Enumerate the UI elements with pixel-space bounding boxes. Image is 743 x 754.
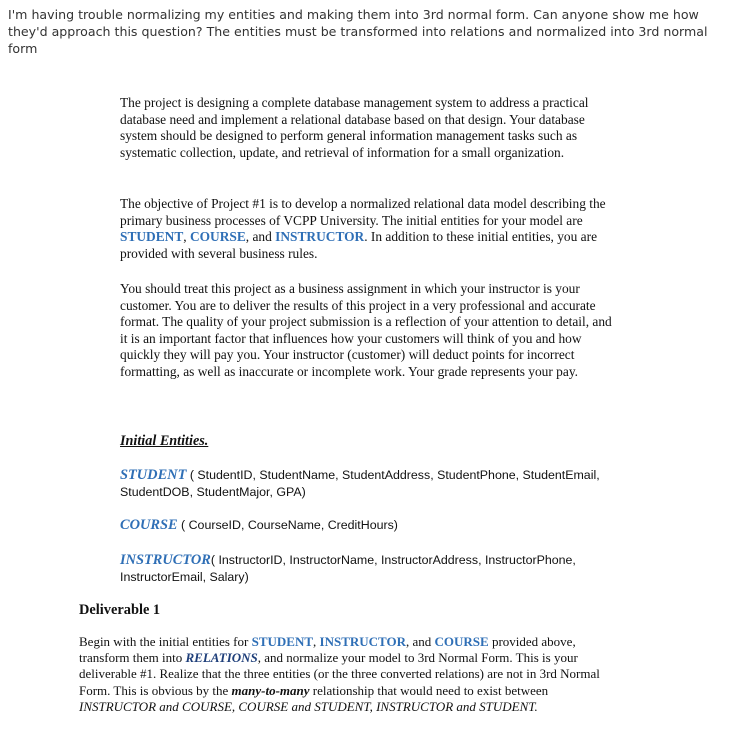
deliverable-entity-instructor: INSTRUCTOR <box>319 634 406 649</box>
relations-term: RELATIONS <box>185 650 258 666</box>
student-entity-definition <box>120 467 620 500</box>
course-entity-name: COURSE <box>120 517 178 533</box>
objective-paragraph <box>120 196 620 262</box>
entity-student: STUDENT <box>120 229 184 245</box>
assignment-paragraph: You should treat this project as a business assignment in which your instructor is your customer. You are to deliver the results of this project in a very professional and accurate format. The quality of your project submission is a reflection of your attention to detail, and it is an important factor that influences how your customers will think of you and how quickly they will pay you. Your instructor (customer) will deduct points for incorrect formatting, as well as inaccurate or incomplete work. Your grade represents your pay. <box>120 281 612 379</box>
deliverable-entity-student: STUDENT <box>251 634 314 649</box>
relationship-pairs: INSTRUCTOR and COURSE, COURSE and STUDENT, INSTRUCTOR and STUDENT. <box>79 698 538 714</box>
course-attributes: ( CourseID, CourseName, CreditHours) <box>177 518 398 532</box>
instructor-attributes: ( InstructorID, InstructorName, InstructorAddress, InstructorPhone, InstructorEmail, Salary) <box>120 553 576 584</box>
objective-text-1: The objective of Project #1 is to develop a normalized relational data model describing the primary business processes of VCPP University. The initial entities for your model are <box>120 196 606 228</box>
deliverable-paragraph <box>79 634 619 715</box>
deliverable-text-4: relationship that would need to exist between <box>309 682 549 698</box>
course-entity-definition <box>120 517 620 534</box>
instructor-entity-name: INSTRUCTOR <box>120 552 211 568</box>
separator-1: , <box>183 229 190 245</box>
deliverable-entity-course: COURSE <box>434 634 489 649</box>
entity-instructor: INSTRUCTOR <box>275 229 365 245</box>
deliverable-text-3: , and normalize your model to 3rd Normal Form. This is your deliverable #1. Realize that the three entities (or the three converted relations) are not in 3rd Normal Form. This is obvious by the <box>79 650 600 698</box>
deliverable-text-1: Begin with the initial entities for <box>79 634 252 649</box>
question-text: I'm having trouble normalizing my entities and making them into 3rd normal form. Can anyone show me how they'd approach this question? The entities must be transformed into relations and normalized into 3rd normal form <box>8 7 708 56</box>
deliverable-separator-1: , <box>313 634 320 649</box>
deliverable-heading: Deliverable 1 <box>79 602 161 618</box>
many-to-many-term: many-to-many <box>231 682 310 698</box>
instructor-entity-definition <box>120 552 620 585</box>
initial-entities-heading: Initial Entities. <box>120 433 209 449</box>
student-attributes: ( StudentID, StudentName, StudentAddress, StudentPhone, StudentEmail, StudentDOB, StudentMajor, GPA) <box>120 468 600 499</box>
objective-text-2: . In addition to these initial entities, you are provided with several business rules. <box>120 229 598 261</box>
student-entity-name: STUDENT <box>120 467 187 483</box>
separator-2: , and <box>245 229 276 245</box>
deliverable-text-2: provided above, transform them into <box>79 634 576 666</box>
intro-paragraph: The project is designing a complete database management system to address a practical database need and implement a relational database based on that design. Your database system should be designed to perform general information management tasks such as systematic collection, update, and retrieval of information for a small organization. <box>120 95 589 160</box>
deliverable-separator-2: , and <box>405 634 435 649</box>
entity-course: COURSE <box>189 229 246 245</box>
